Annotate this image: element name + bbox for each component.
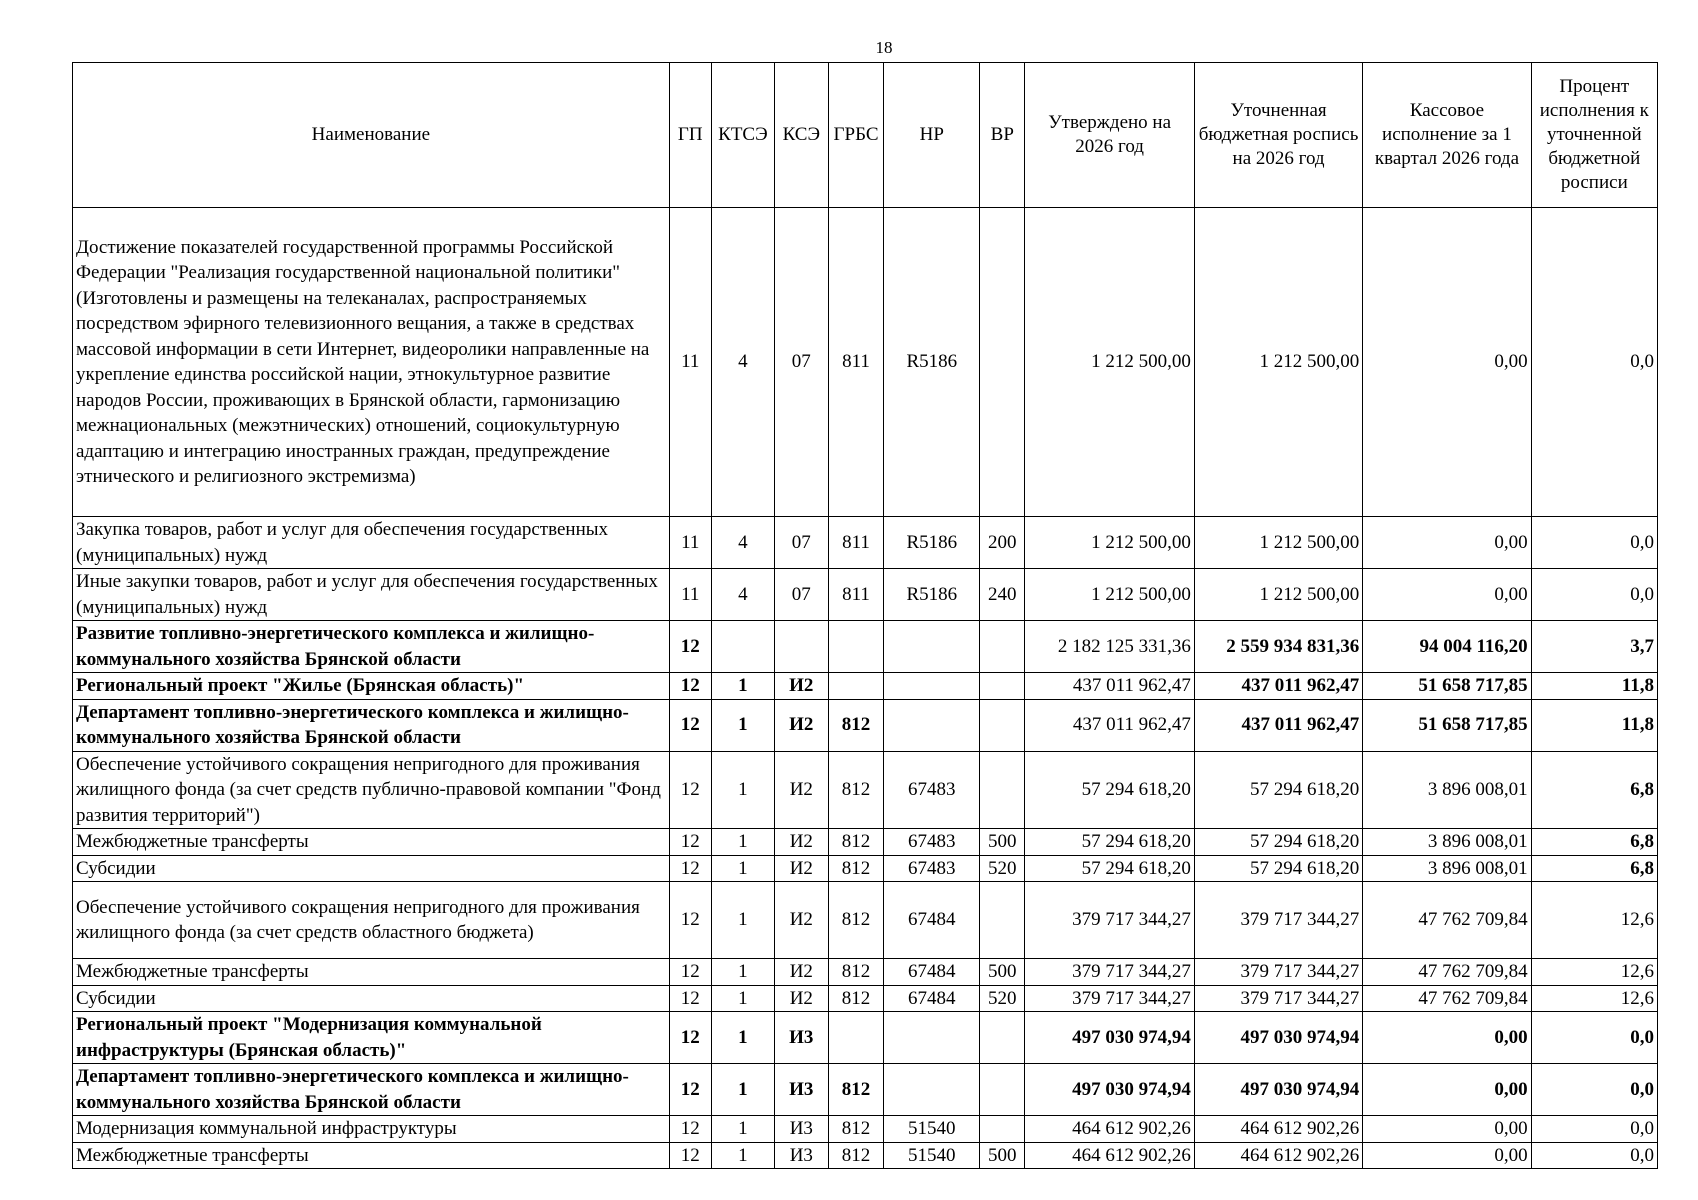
row-grbs: 812	[828, 751, 884, 829]
row-vr: 500	[980, 1142, 1025, 1169]
row-gp: 12	[669, 1012, 711, 1064]
row-nr	[884, 621, 980, 673]
table-row	[73, 882, 1658, 959]
row-cash: 51 658 717,85	[1363, 673, 1531, 700]
row-percent: 0,0	[1531, 1116, 1657, 1143]
row-grbs: 811	[828, 208, 884, 517]
table-row	[73, 517, 1658, 569]
row-percent: 11,8	[1531, 673, 1657, 700]
row-nr	[884, 1012, 980, 1064]
row-gp: 12	[669, 985, 711, 1012]
table-row	[73, 1116, 1658, 1143]
header-grbs: ГРБС	[828, 63, 884, 208]
row-vr: 520	[980, 985, 1025, 1012]
row-approved: 57 294 618,20	[1025, 751, 1194, 829]
row-kse: И3	[774, 1012, 828, 1064]
header-gp: ГП	[669, 63, 711, 208]
row-gp: 12	[669, 621, 711, 673]
row-refined: 1 212 500,00	[1194, 208, 1362, 517]
row-vr	[980, 699, 1025, 751]
row-ktse: 1	[711, 1064, 774, 1116]
row-approved: 57 294 618,20	[1025, 829, 1194, 856]
row-approved: 437 011 962,47	[1025, 699, 1194, 751]
row-nr: 67483	[884, 751, 980, 829]
row-cash: 3 896 008,01	[1363, 751, 1531, 829]
row-vr: 500	[980, 829, 1025, 856]
row-cash: 0,00	[1363, 1116, 1531, 1143]
row-vr: 500	[980, 959, 1025, 986]
table-row	[73, 569, 1658, 621]
row-approved: 379 717 344,27	[1025, 959, 1194, 986]
table-row	[73, 855, 1658, 882]
row-name: Иные закупки товаров, работ и услуг для обеспечения государственных (муниципальных) нужд	[73, 569, 670, 621]
header-kse: КСЭ	[774, 63, 828, 208]
row-nr: R5186	[884, 569, 980, 621]
row-nr: 67483	[884, 855, 980, 882]
header-vr: ВР	[980, 63, 1025, 208]
table-row	[73, 1064, 1658, 1116]
row-name: Субсидии	[73, 985, 670, 1012]
row-vr	[980, 1064, 1025, 1116]
row-gp: 12	[669, 959, 711, 986]
row-name: Департамент топливно-энергетического комплекса и жилищно-коммунального хозяйства Брянской области	[73, 1064, 670, 1116]
row-grbs: 812	[828, 829, 884, 856]
row-gp: 12	[669, 1142, 711, 1169]
row-kse: И2	[774, 829, 828, 856]
row-gp: 12	[669, 1116, 711, 1143]
row-grbs: 812	[828, 699, 884, 751]
row-approved: 1 212 500,00	[1025, 569, 1194, 621]
row-approved: 497 030 974,94	[1025, 1012, 1194, 1064]
header-percent: Процент исполнения к уточненной бюджетной росписи	[1531, 63, 1657, 208]
row-percent: 0,0	[1531, 1142, 1657, 1169]
row-gp: 12	[669, 699, 711, 751]
row-nr: 67484	[884, 882, 980, 959]
row-nr: R5186	[884, 517, 980, 569]
header-ktse: КТСЭ	[711, 63, 774, 208]
row-vr	[980, 673, 1025, 700]
row-percent: 6,8	[1531, 751, 1657, 829]
row-grbs	[828, 673, 884, 700]
row-gp: 12	[669, 882, 711, 959]
row-name: Обеспечение устойчивого сокращения непригодного для проживания жилищного фонда (за счет средств публично-правовой компании "Фонд развития территорий")	[73, 751, 670, 829]
row-cash: 51 658 717,85	[1363, 699, 1531, 751]
row-vr	[980, 621, 1025, 673]
row-name: Субсидии	[73, 855, 670, 882]
row-percent: 3,7	[1531, 621, 1657, 673]
row-kse	[774, 621, 828, 673]
row-vr	[980, 1012, 1025, 1064]
row-approved: 2 182 125 331,36	[1025, 621, 1194, 673]
row-gp: 12	[669, 829, 711, 856]
row-gp: 11	[669, 517, 711, 569]
table-row	[73, 959, 1658, 986]
row-name: Развитие топливно-энергетического комплекса и жилищно-коммунального хозяйства Брянской области	[73, 621, 670, 673]
row-ktse: 4	[711, 517, 774, 569]
row-refined: 1 212 500,00	[1194, 569, 1362, 621]
header-approved: Утверждено на 2026 год	[1025, 63, 1194, 208]
row-percent: 12,6	[1531, 985, 1657, 1012]
header-refined: Уточненная бюджетная роспись на 2026 год	[1194, 63, 1362, 208]
row-kse: И2	[774, 673, 828, 700]
row-percent: 0,0	[1531, 1012, 1657, 1064]
row-approved: 57 294 618,20	[1025, 855, 1194, 882]
row-name: Межбюджетные трансферты	[73, 829, 670, 856]
row-nr: 67484	[884, 959, 980, 986]
row-ktse	[711, 621, 774, 673]
row-gp: 12	[669, 1064, 711, 1116]
row-cash: 0,00	[1363, 517, 1531, 569]
row-vr	[980, 1116, 1025, 1143]
row-refined: 464 612 902,26	[1194, 1142, 1362, 1169]
row-approved: 464 612 902,26	[1025, 1142, 1194, 1169]
row-kse: И2	[774, 699, 828, 751]
table-row	[73, 208, 1658, 517]
row-cash: 47 762 709,84	[1363, 882, 1531, 959]
row-ktse: 1	[711, 699, 774, 751]
row-grbs	[828, 621, 884, 673]
row-nr: R5186	[884, 208, 980, 517]
row-kse: И3	[774, 1116, 828, 1143]
row-kse: И3	[774, 1142, 828, 1169]
row-percent: 0,0	[1531, 208, 1657, 517]
row-ktse: 1	[711, 855, 774, 882]
row-kse: И2	[774, 882, 828, 959]
row-percent: 0,0	[1531, 1064, 1657, 1116]
row-percent: 12,6	[1531, 959, 1657, 986]
row-name: Региональный проект "Жилье (Брянская область)"	[73, 673, 670, 700]
row-refined: 2 559 934 831,36	[1194, 621, 1362, 673]
row-percent: 6,8	[1531, 855, 1657, 882]
header-row	[73, 63, 1658, 208]
header-nr: НР	[884, 63, 980, 208]
row-nr	[884, 1064, 980, 1116]
row-ktse: 1	[711, 882, 774, 959]
row-name: Закупка товаров, работ и услуг для обеспечения государственных (муниципальных) нужд	[73, 517, 670, 569]
row-refined: 497 030 974,94	[1194, 1064, 1362, 1116]
table-row	[73, 1142, 1658, 1169]
row-ktse: 1	[711, 829, 774, 856]
row-percent: 6,8	[1531, 829, 1657, 856]
row-approved: 1 212 500,00	[1025, 208, 1194, 517]
row-refined: 379 717 344,27	[1194, 985, 1362, 1012]
row-grbs: 812	[828, 959, 884, 986]
row-refined: 1 212 500,00	[1194, 517, 1362, 569]
row-refined: 57 294 618,20	[1194, 829, 1362, 856]
row-approved: 1 212 500,00	[1025, 517, 1194, 569]
table-row	[73, 985, 1658, 1012]
table-row	[73, 621, 1658, 673]
row-percent: 12,6	[1531, 882, 1657, 959]
row-name: Департамент топливно-энергетического комплекса и жилищно-коммунального хозяйства Брянской области	[73, 699, 670, 751]
row-nr: 67484	[884, 985, 980, 1012]
row-grbs: 812	[828, 1116, 884, 1143]
row-grbs: 811	[828, 517, 884, 569]
row-kse: И2	[774, 985, 828, 1012]
row-ktse: 1	[711, 959, 774, 986]
row-nr	[884, 699, 980, 751]
row-ktse: 1	[711, 751, 774, 829]
table-row	[73, 829, 1658, 856]
row-cash: 0,00	[1363, 1012, 1531, 1064]
row-vr: 200	[980, 517, 1025, 569]
row-approved: 379 717 344,27	[1025, 985, 1194, 1012]
row-ktse: 4	[711, 208, 774, 517]
row-refined: 464 612 902,26	[1194, 1116, 1362, 1143]
row-kse: И2	[774, 751, 828, 829]
row-gp: 12	[669, 855, 711, 882]
row-refined: 379 717 344,27	[1194, 882, 1362, 959]
row-gp: 11	[669, 208, 711, 517]
table-row	[73, 1012, 1658, 1064]
row-percent: 11,8	[1531, 699, 1657, 751]
row-cash: 0,00	[1363, 569, 1531, 621]
row-approved: 437 011 962,47	[1025, 673, 1194, 700]
row-kse: И3	[774, 1064, 828, 1116]
budget-table	[72, 62, 1658, 1169]
row-gp: 11	[669, 569, 711, 621]
row-ktse: 4	[711, 569, 774, 621]
row-refined: 57 294 618,20	[1194, 855, 1362, 882]
row-cash: 0,00	[1363, 208, 1531, 517]
row-kse: 07	[774, 569, 828, 621]
row-name: Межбюджетные трансферты	[73, 1142, 670, 1169]
row-grbs: 812	[828, 1142, 884, 1169]
row-refined: 437 011 962,47	[1194, 673, 1362, 700]
row-kse: 07	[774, 208, 828, 517]
table-row	[73, 699, 1658, 751]
row-grbs: 812	[828, 1064, 884, 1116]
row-grbs	[828, 1012, 884, 1064]
row-gp: 12	[669, 673, 711, 700]
row-vr	[980, 208, 1025, 517]
row-vr	[980, 751, 1025, 829]
row-refined: 437 011 962,47	[1194, 699, 1362, 751]
row-grbs: 812	[828, 882, 884, 959]
row-ktse: 1	[711, 985, 774, 1012]
row-approved: 464 612 902,26	[1025, 1116, 1194, 1143]
row-cash: 3 896 008,01	[1363, 855, 1531, 882]
row-vr	[980, 882, 1025, 959]
row-grbs: 812	[828, 855, 884, 882]
row-cash: 47 762 709,84	[1363, 985, 1531, 1012]
row-ktse: 1	[711, 1142, 774, 1169]
header-name: Наименование	[73, 63, 670, 208]
row-refined: 379 717 344,27	[1194, 959, 1362, 986]
row-kse: И2	[774, 959, 828, 986]
table-row	[73, 673, 1658, 700]
row-cash: 3 896 008,01	[1363, 829, 1531, 856]
row-name: Межбюджетные трансферты	[73, 959, 670, 986]
row-vr: 240	[980, 569, 1025, 621]
row-refined: 57 294 618,20	[1194, 751, 1362, 829]
row-name: Модернизация коммунальной инфраструктуры	[73, 1116, 670, 1143]
row-cash: 0,00	[1363, 1064, 1531, 1116]
page-number: 18	[875, 38, 893, 57]
table-row	[73, 751, 1658, 829]
row-approved: 497 030 974,94	[1025, 1064, 1194, 1116]
row-name: Региональный проект "Модернизация коммунальной инфраструктуры (Брянская область)"	[73, 1012, 670, 1064]
row-vr: 520	[980, 855, 1025, 882]
row-name: Обеспечение устойчивого сокращения непригодного для проживания жилищного фонда (за счет средств областного бюджета)	[73, 882, 670, 959]
row-cash: 0,00	[1363, 1142, 1531, 1169]
header-cash: Кассовое исполнение за 1 квартал 2026 года	[1363, 63, 1531, 208]
row-nr	[884, 673, 980, 700]
row-percent: 0,0	[1531, 517, 1657, 569]
row-kse: И2	[774, 855, 828, 882]
row-refined: 497 030 974,94	[1194, 1012, 1362, 1064]
row-kse: 07	[774, 517, 828, 569]
row-gp: 12	[669, 751, 711, 829]
row-ktse: 1	[711, 673, 774, 700]
row-cash: 47 762 709,84	[1363, 959, 1531, 986]
row-percent: 0,0	[1531, 569, 1657, 621]
row-nr: 67483	[884, 829, 980, 856]
row-name: Достижение показателей государственной программы Российской Федерации "Реализация государственной национальной политики" (Изготовлены и размещены на телеканалах, распространяемых посредством эфирного телевизионного вещания, а также в средствах массовой информации в сети Интернет, видеоролики направленные на укрепление единства российской нации, этнокультурное развитие народов России, проживающих в Брянской области, гармонизацию межнациональных (межэтнических) отношений, социокультурную адаптацию и интеграцию иностранных граждан, предупреждение этнического и религиозного экстремизма)	[73, 208, 670, 517]
row-ktse: 1	[711, 1012, 774, 1064]
row-approved: 379 717 344,27	[1025, 882, 1194, 959]
row-nr: 51540	[884, 1116, 980, 1143]
row-nr: 51540	[884, 1142, 980, 1169]
row-grbs: 812	[828, 985, 884, 1012]
row-ktse: 1	[711, 1116, 774, 1143]
row-grbs: 811	[828, 569, 884, 621]
row-cash: 94 004 116,20	[1363, 621, 1531, 673]
